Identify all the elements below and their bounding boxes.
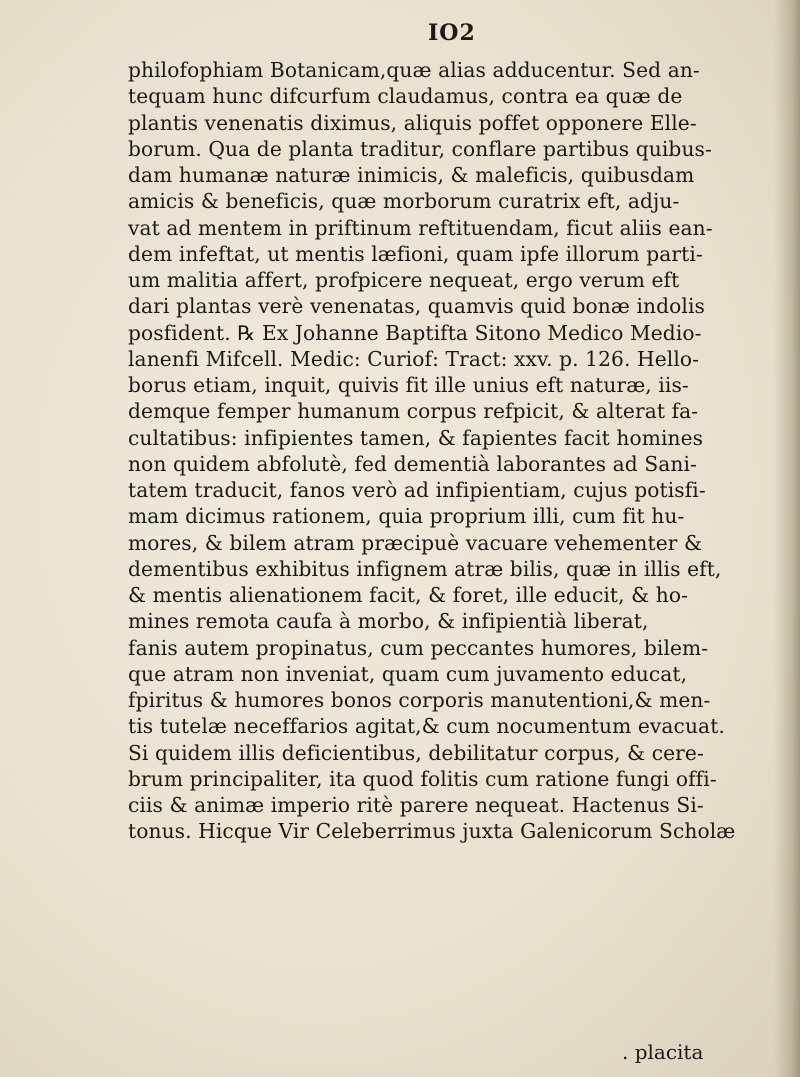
text-line: mines remota caufa à morbo, & infipientià liberat, [128,609,649,634]
text-line: fanis autem propinatus, cum peccantes humores, bilem- [128,635,709,660]
text-line: ciis & animæ imperio ritè parere nequeat. Hactenus Si- [128,793,704,817]
text-line: Si quidem illis deficientibus, debilitatur corpus, & cere- [128,740,704,765]
text-line: dam humanæ naturæ inimicis, & maleficis, quibusdam [128,163,695,187]
text-line: dem infeftat, ut mentis læfioni, quam ipfe illorum parti- [128,241,703,266]
text-line: borus etiam, inquit, quivis fit ille unius eft naturæ, iis- [128,373,689,397]
text-line: philofophiam Botanicam,quæ alias adducentur. Sed an- [128,58,700,82]
text-line: & mentis alienationem facit, & foret, ille educit, & ho- [128,583,689,607]
text-line: lanenfi Mifcell. Medic: Curiof: Tract: xxv. p. 126. Hello- [128,346,700,371]
text-line: tatem traducit, fanos verò ad infipientiam, cujus potisfi- [128,478,706,502]
text-line: que atram non inveniat, quam cum juvamento educat, [128,661,688,686]
text-line: dari plantas verè venenatas, quamvis quid bonæ indolis [128,294,706,319]
text-line: brum principaliter, ita quod folitis cum ratione fungi offi- [128,766,717,791]
text-line: um malitia affert, profpicere nequeat, ergo verum eft [128,268,680,292]
text-line: vat ad mentem in priftinum reftituendam, ficut aliis ean- [128,215,713,240]
body-text [128,57,784,845]
page-number: IO2 [428,20,476,46]
text-line: amicis & beneficis, quæ morborum curatrix eft, adju- [128,189,680,214]
text-line: tonus. Hicque Vir Celeberrimus juxta Galenicorum Scholæ [128,819,736,844]
text-line: demque femper humanum corpus refpicit, & alterat fa- [128,399,699,424]
catchword: . placita [622,1040,704,1064]
text-line: non quidem abfolutè, fed dementià laborantes ad Sani- [128,451,697,476]
text-line: mam dicimus rationem, quia proprium illi, cum fit hu- [128,504,685,529]
text-line: posfident. ℞ Ex Johanne Baptifta Sitono Medico Medio- [128,320,702,345]
text-line: borum. Qua de planta traditur, conflare partibus quibus- [128,136,712,161]
text-line: tequam hunc difcurfum claudamus, contra ea quæ de [128,84,683,109]
text-line: dementibus exhibitus infignem atræ bilis, quæ in illis eft, [128,556,722,581]
text-line: fpiritus & humores bonos corporis manutentioni,& men- [128,688,711,712]
text-line: tis tutelæ neceffarios agitat,& cum nocumentum evacuat. [128,714,725,739]
text-line: plantis venenatis diximus, aliquis poffet opponere Elle- [128,110,697,135]
text-line: mores, & bilem atram præcipuè vacuare vehementer & [128,530,703,555]
text-line: cultatibus: infipientes tamen, & fapientes facit homines [128,425,704,450]
